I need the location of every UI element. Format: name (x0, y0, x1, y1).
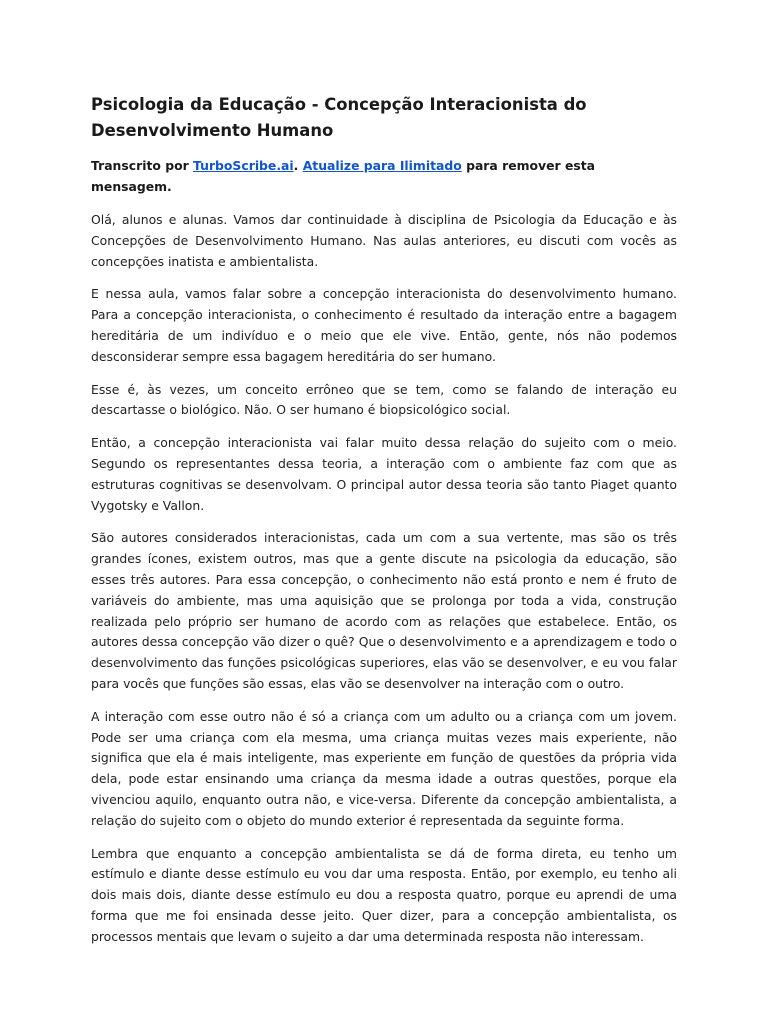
notice-middle: . (293, 158, 303, 173)
paragraph: Esse é, às vezes, um conceito errôneo que se tem, como se falando de interação eu descartasse o biológico. Não. O ser humano é biopsicológico social. (91, 381, 677, 418)
document-page (91, 92, 677, 960)
notice-suffix: para remover esta mensagem. (91, 158, 596, 194)
transcription-notice (91, 156, 677, 197)
turboscribe-link[interactable]: TurboScribe.ai (193, 158, 294, 173)
notice-prefix: Transcrito por (91, 158, 194, 173)
paragraph: Olá, alunos e alunas. Vamos dar continuidade à disciplina de Psicologia da Educação e às Concepções de Desenvolvimento Humano. Nas aulas anteriores, eu discuti com vocês as concepções inatista e ambientalista. (91, 212, 677, 269)
paragraph: São autores considerados interacionistas, cada um com a sua vertente, mas são os três grandes ícones, existem outros, mas que a gente discute na psicologia da educação, são esses três autores. Para essa concepção, o conhecimento não está pronto e nem é fruto de variáveis do ambiente, mas uma aquisição que se prolonga por toda a vida, construção realizada pelo próprio ser humano de acordo com as relações que estabelece. Então, os autores dessa concepção vão dizer o quê? Que o desenvolvimento e a aprendizagem e todo o desenvolvimento das funções psicológicas superiores, elas vão se desenvolver, e eu vou falar para vocês que funções são essas, elas vão se desenvolver na interação com o outro. (91, 530, 677, 691)
paragraph: A interação com esse outro não é só a criança com um adulto ou a criança com um jovem. Pode ser uma criança com ela mesma, uma criança muitas vezes mais experiente, não significa que ela é mais inteligente, mas experiente em função de questões da própria vida dela, pode estar ensinando uma criança da mesma idade a outras questões, porque ela vivenciou aquilo, enquanto outra não, e vice-versa. Diferente da concepção ambientalista, a relação do sujeito com o objeto do mundo exterior é representada da seguinte forma. (91, 708, 677, 828)
paragraph: E nessa aula, vamos falar sobre a concepção interacionista do desenvolvimento humano. Para a concepção interacionista, o conhecimento é resultado da interação entre a bagagem hereditária de um indivíduo e o meio que ele vive. Então, gente, nós não podemos desconsiderar sempre essa bagagem hereditária do ser humano. (91, 286, 677, 364)
paragraph: Lembra que enquanto a concepção ambientalista se dá de forma direta, eu tenho um estímulo e diante desse estímulo eu vou dar uma resposta. Então, por exemplo, eu tenho ali dois mais dois, diante desse estímulo eu dou a resposta quatro, porque eu aprendi de uma forma que me foi ensinada desse jeito. Quer dizer, para a concepção ambientalista, os processos mentais que levam o sujeito a dar uma determinada resposta não interessam. (91, 845, 677, 944)
document-title: Psicologia da Educação - Concepção Interacionista do Desenvolvimento Humano (91, 95, 587, 140)
upgrade-link[interactable]: Atualize para Ilimitado (302, 158, 462, 173)
paragraph: Então, a concepção interacionista vai falar muito dessa relação do sujeito com o meio. Segundo os representantes dessa teoria, a interação com o ambiente faz com que as estruturas cognitivas se desenvolvam. O principal autor dessa teoria são tanto Piaget quanto Vygotsky e Vallon. (91, 435, 677, 513)
